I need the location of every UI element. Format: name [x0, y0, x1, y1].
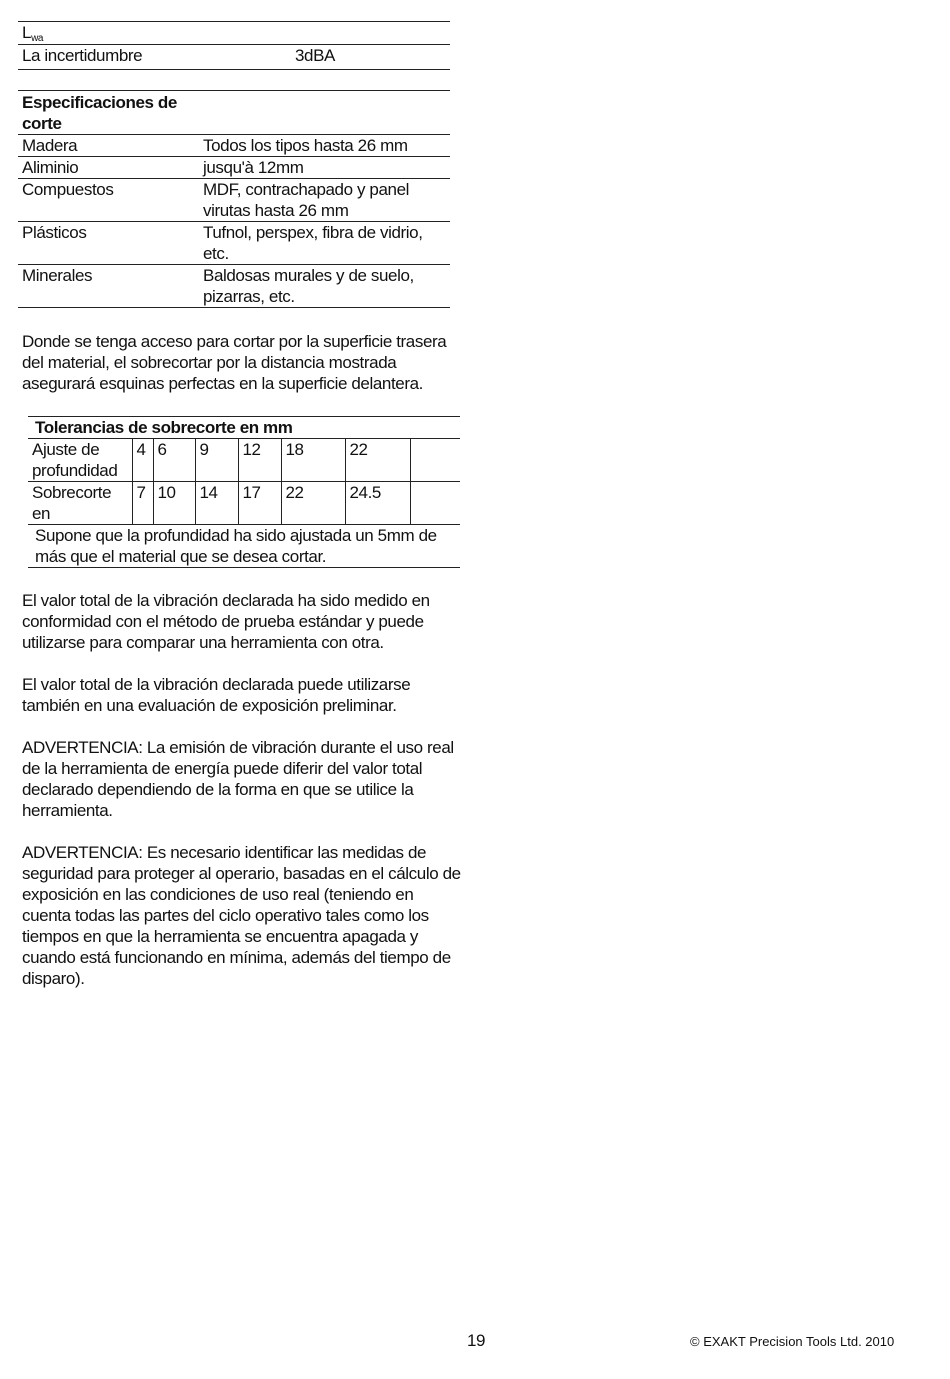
overcut-value: 24.5 — [345, 482, 410, 525]
specs-row — [18, 157, 450, 179]
overcut-row — [28, 482, 460, 525]
lwa-row — [18, 21, 450, 44]
depth-row — [28, 439, 460, 482]
tolerance-note: Supone que la profundidad ha sido ajustada un 5mm de más que el material que se desea cortar. — [35, 526, 437, 566]
overcut-value — [410, 482, 460, 525]
spec-value: Todos los tipos hasta 26 mm — [203, 136, 408, 155]
depth-value: 4 — [132, 439, 153, 482]
depth-value: 18 — [281, 439, 345, 482]
warning-paragraph-1: ADVERTENCIA: La emisión de vibración durante el uso real de la herramienta de energía puede diferir del valor total declarado dependiendo de la forma en que se utilice la herramienta. — [22, 738, 454, 820]
specs-row — [18, 135, 450, 157]
overcut-value: 17 — [238, 482, 281, 525]
uncertainty-row — [18, 44, 450, 70]
specs-row — [18, 265, 450, 308]
warning-paragraph-2: ADVERTENCIA: Es necesario identificar las medidas de seguridad para proteger al operario, basadas en el cálculo de exposición en las condiciones de uso real (teniendo en cuenta todas las partes del ciclo operativo tales como los tiempos en que la herramienta se encuentra apagada y cuando está funcionando en mínima, además del tiempo de disparo). — [22, 843, 461, 988]
overcut-paragraph: Donde se tenga acceso para cortar por la superficie trasera del material, el sobrecortar por la distancia mostrada asegurará esquinas perfectas en la superficie delantera. — [22, 332, 447, 393]
tolerance-note-row — [28, 525, 460, 568]
spec-material: Plásticos — [22, 223, 87, 242]
spec-material: Compuestos — [22, 180, 114, 199]
depth-value — [410, 439, 460, 482]
spec-material: Minerales — [22, 266, 93, 285]
overcut-value: 10 — [153, 482, 195, 525]
specs-row — [18, 222, 450, 265]
specs-header-row — [18, 91, 450, 135]
vibration-paragraph-1: El valor total de la vibración declarada ha sido medido en conformidad con el método de prueba estándar y puede utilizarse para comparar una herramienta con otra. — [22, 591, 430, 652]
depth-value: 12 — [238, 439, 281, 482]
spec-value: MDF, contrachapado y panel virutas hasta 26 mm — [203, 180, 410, 220]
page-number: 19 — [467, 1331, 486, 1350]
depth-value: 9 — [195, 439, 238, 482]
spec-material: Aliminio — [22, 158, 79, 177]
tolerance-title: Tolerancias de sobrecorte en mm — [35, 418, 293, 437]
uncertainty-label: La incertidumbre — [22, 46, 143, 65]
depth-label: Ajuste de profundidad — [28, 439, 132, 482]
tolerance-title-row — [28, 417, 460, 439]
vibration-paragraph-2: El valor total de la vibración declarada puede utilizarse también en una evaluación de exposición preliminar. — [22, 675, 411, 715]
cutting-specs-table — [18, 90, 450, 308]
overcut-value: 22 — [281, 482, 345, 525]
spec-value: jusqu'à 12mm — [203, 158, 304, 177]
overcut-tolerance-table — [28, 416, 460, 568]
overcut-value: 7 — [132, 482, 153, 525]
depth-value: 22 — [345, 439, 410, 482]
spec-material: Madera — [22, 136, 78, 155]
spec-value: Tufnol, perspex, fibra de vidrio, etc. — [203, 223, 423, 263]
overcut-value: 14 — [195, 482, 238, 525]
spec-value: Baldosas murales y de suelo, pizarras, etc. — [203, 266, 414, 306]
noise-table — [18, 21, 450, 70]
depth-value: 6 — [153, 439, 195, 482]
copyright-notice: © EXAKT Precision Tools Ltd. 2010 — [690, 1334, 895, 1349]
uncertainty-value: 3dBA — [295, 46, 335, 65]
lwa-label: $L_{wa}$ — [22, 23, 44, 44]
specs-header: Especificaciones de corte — [22, 93, 177, 133]
specs-row — [18, 179, 450, 222]
overcut-label: Sobrecorte en — [28, 482, 132, 525]
